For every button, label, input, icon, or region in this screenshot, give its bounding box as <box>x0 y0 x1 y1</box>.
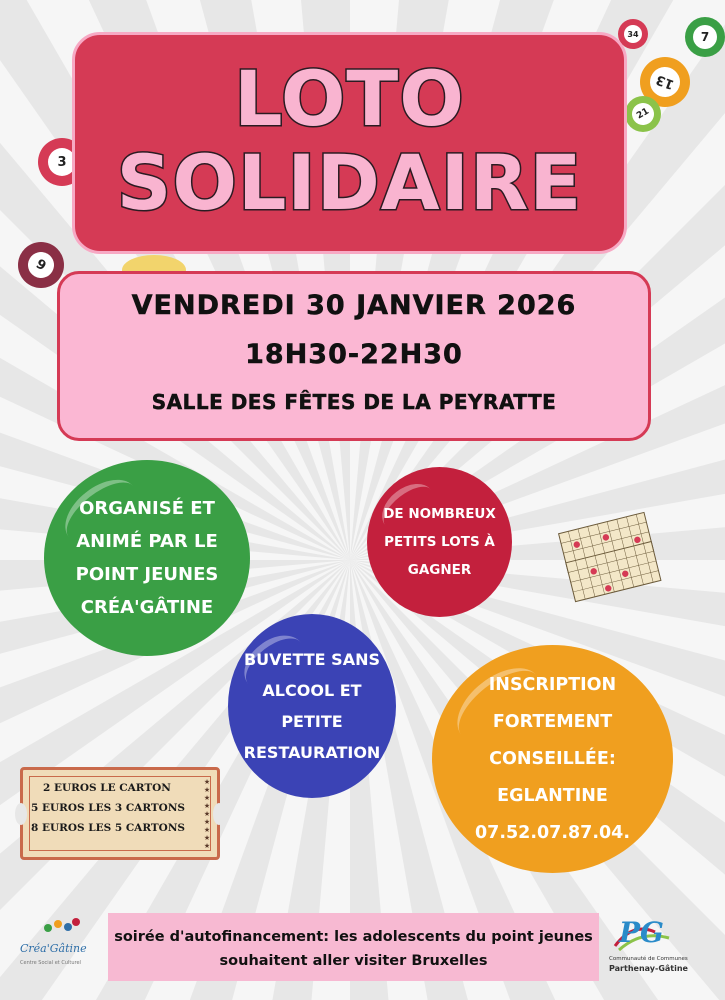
footer-banner <box>108 913 599 981</box>
ticket-notch-right <box>213 803 225 825</box>
price-line-1: 2 EUROS LE CARTON <box>43 782 171 794</box>
crea-gatine-logo <box>18 912 108 982</box>
ball-label: 7 <box>700 30 710 44</box>
price-line-3: 8 EUROS LES 5 CARTONS <box>31 822 186 834</box>
title-line-2: SOLIDAIRE <box>116 138 583 227</box>
title-banner <box>72 32 627 254</box>
bar-bubble <box>228 614 396 798</box>
ticket-notch-left <box>15 803 27 825</box>
lottery-ball-7 <box>685 17 725 57</box>
crea-gatine-subtitle: Centre Social et Culturel <box>20 960 81 966</box>
price-line-2: 5 EUROS LES 3 CARTONS <box>31 802 186 814</box>
event-date: VENDREDI 30 JANVIER 2026 <box>131 290 577 321</box>
bar-text: BUVETTE SANS ALCOOL ET PETITE RESTAURATION <box>243 650 381 762</box>
pricing-list <box>31 778 185 838</box>
lottery-ball-21 <box>625 96 661 132</box>
parthenay-gatine-mark: PG <box>619 916 664 949</box>
bingo-cards-illustration <box>558 508 662 608</box>
crea-gatine-name: Créa'Gâtine <box>20 942 87 955</box>
ticket-stars-decoration: ★ ★ ★ ★ ★ ★ ★ ★ ★ <box>203 778 211 850</box>
parthenay-gatine-line2: Parthenay-Gâtine <box>609 964 688 973</box>
ball-label: 13 <box>653 71 677 93</box>
organizer-bubble <box>44 460 250 656</box>
crea-gatine-logo-icon <box>18 912 88 942</box>
ball-label: 21 <box>635 106 651 122</box>
organizer-text: ORGANISÉ ET ANIMÉ PAR LE POINT JEUNES CRÉA'GÂTINE <box>75 498 219 618</box>
ball-label: 9 <box>33 256 49 274</box>
registration-text: INSCRIPTION FORTEMENT CONSEILLÉE: EGLANTINE 07.52.07.87.04. <box>474 674 630 843</box>
prizes-text: DE NOMBREUX PETITS LOTS À GAGNER <box>383 506 496 578</box>
event-time: 18H30-22H30 <box>245 339 463 370</box>
title-line-1: LOTO <box>234 54 465 143</box>
parthenay-gatine-logo <box>605 916 700 986</box>
footer-text: soirée d'autofinancement: les adolescents du point jeunes souhaitent aller visiter Bruxelles <box>114 929 593 969</box>
lottery-ball-9 <box>18 242 64 288</box>
event-info-box <box>57 271 651 441</box>
event-place: SALLE DES FÊTES DE LA PEYRATTE <box>151 390 557 414</box>
registration-bubble <box>432 645 673 873</box>
prizes-bubble <box>367 467 512 617</box>
pricing-ticket <box>20 767 220 860</box>
ball-label: 3 <box>57 154 67 170</box>
parthenay-gatine-line1: Communauté de Communes <box>609 956 688 962</box>
ball-label: 34 <box>627 29 639 39</box>
